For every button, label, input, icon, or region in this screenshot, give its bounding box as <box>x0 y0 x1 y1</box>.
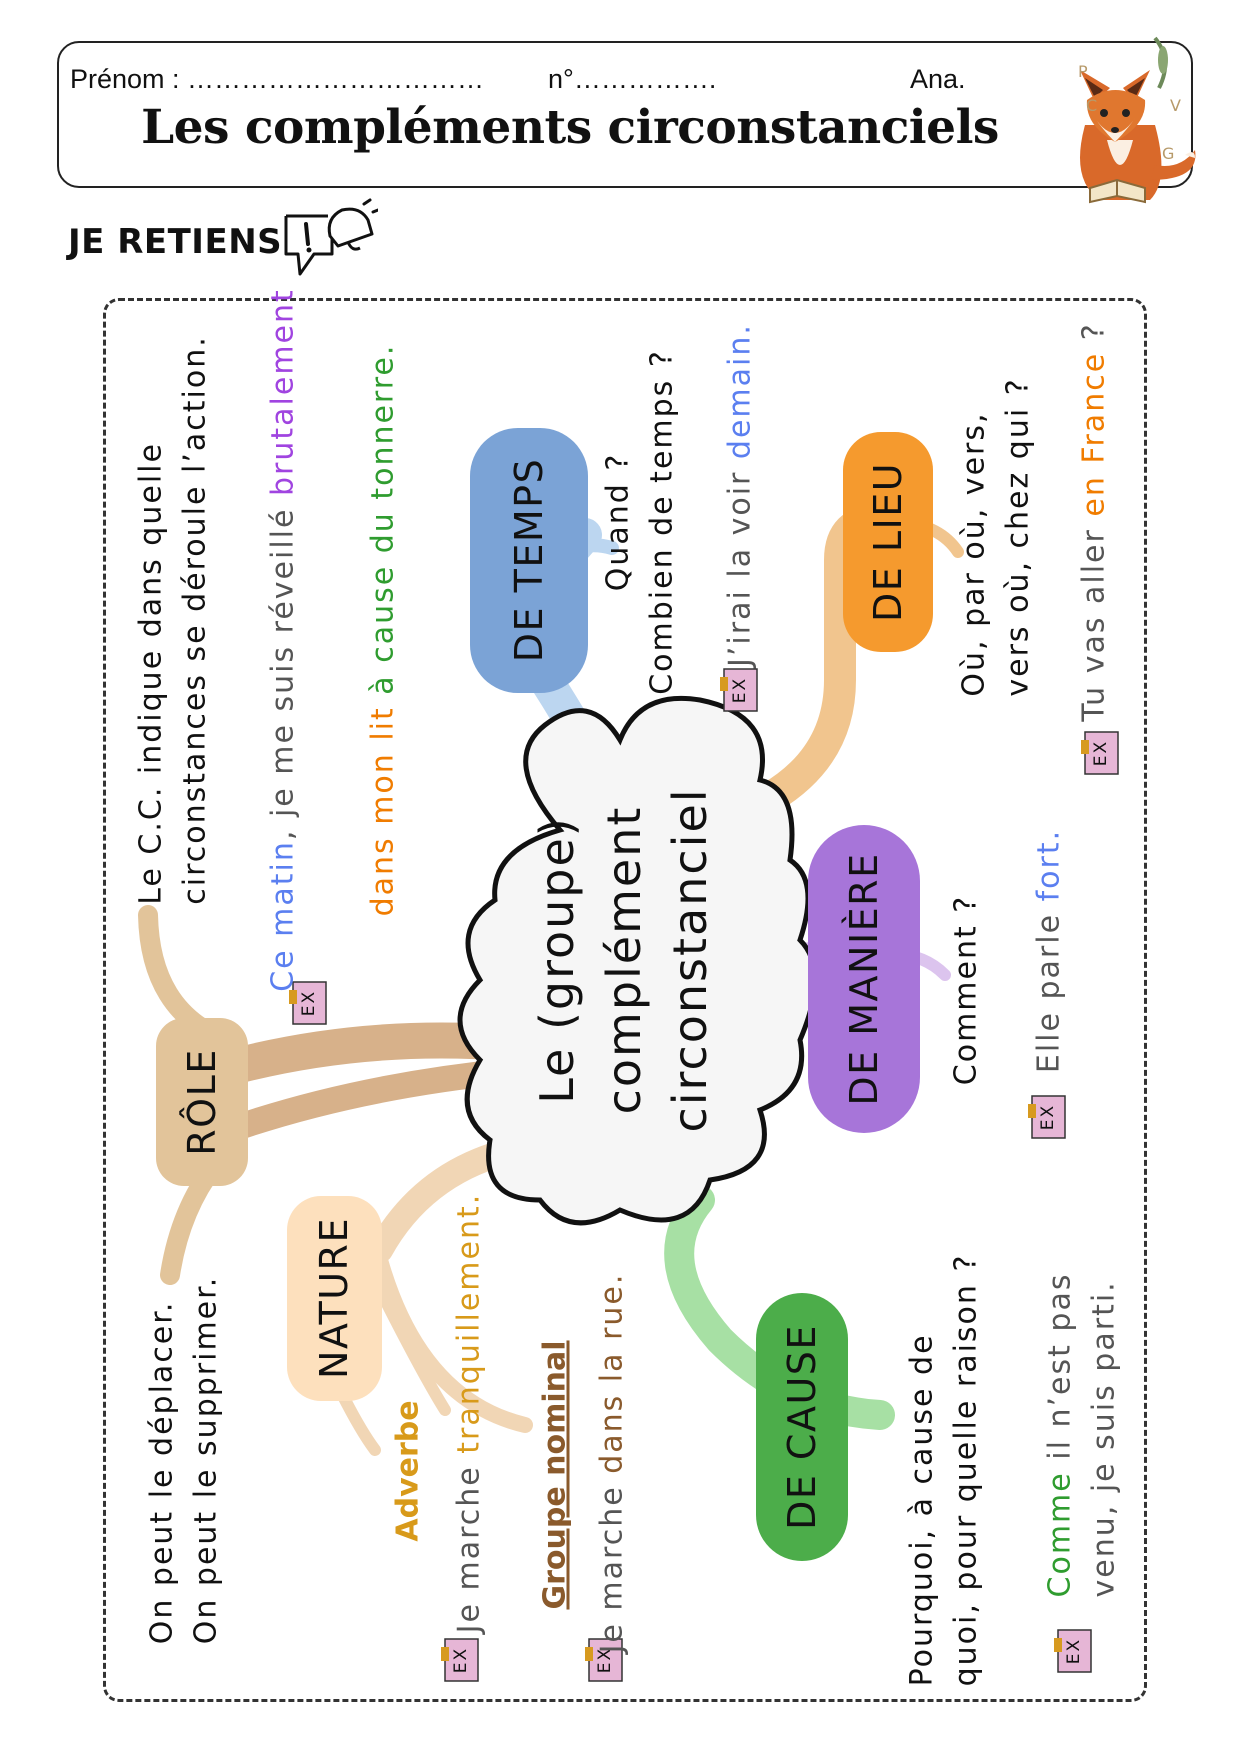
role-label: RÔLE <box>180 1048 224 1156</box>
role-definition <box>130 335 217 905</box>
cause-questions <box>901 1254 988 1687</box>
plain-text: . <box>1031 828 1067 841</box>
cc-lieu-highlight: dans mon lit <box>365 706 401 917</box>
maniere-question: Comment ? <box>948 894 984 1086</box>
section-title: JE RETIENS <box>68 222 283 262</box>
role-example-2 <box>361 344 405 917</box>
gn-example <box>590 1273 634 1654</box>
central-concept <box>524 787 724 1132</box>
role-def-line-2: circonstances se déroule l’action. <box>177 335 212 905</box>
plain-text: . <box>722 323 758 335</box>
cause-question-2: quoi, pour quelle raison ? <box>948 1253 983 1687</box>
lieu-question-2: vers où, chez qui ? <box>1000 377 1035 697</box>
central-line-1: Le (groupe) <box>529 816 584 1104</box>
role-prop-line-1: On peut le déplacer. <box>144 1300 180 1645</box>
role-prop-line-2: On peut le supprimer. <box>188 1275 223 1645</box>
temps-question-2: Combien de temps ? <box>644 349 679 695</box>
fox-letter-c: C <box>1086 96 1098 115</box>
cc-lieu-highlight: en France <box>1076 351 1112 517</box>
ex-badge-label: EX <box>595 1646 615 1674</box>
lieu-question-1: Où, par où, vers, <box>956 411 992 697</box>
central-line-3: circonstanciel <box>663 787 718 1133</box>
fox-letter-g: G <box>1162 144 1175 163</box>
adverbe-example <box>447 1193 491 1634</box>
plain-text: . <box>365 343 401 356</box>
ex-badge-label: EX <box>730 676 750 704</box>
ex-badge-label: EX <box>451 1646 471 1674</box>
prenom-field[interactable]: Prénom : …………………………… <box>70 64 485 94</box>
role-example-1 <box>261 288 305 992</box>
nature-label: NATURE <box>312 1217 356 1379</box>
plain-text: ? <box>1076 322 1112 352</box>
cause-example-line-2: venu, je suis parti. <box>1086 1280 1121 1598</box>
temps-label: DE TEMPS <box>507 457 551 663</box>
cause-question-1: Pourquoi, à cause de <box>904 1333 940 1687</box>
nature-adverbe: Adverbe <box>390 1400 426 1542</box>
plain-text: Elle parle <box>1031 901 1067 1074</box>
plain-text: . <box>451 1192 487 1205</box>
nature-groupe-nominal: Groupe nominal <box>537 1340 573 1610</box>
cc-maniere-highlight: brutalement <box>265 288 301 497</box>
numero-field[interactable]: n°……………. <box>548 64 717 94</box>
plain-text: . <box>594 1272 630 1285</box>
gn-highlight: dans la rue <box>594 1284 630 1474</box>
cc-temps-highlight: Ce matin <box>265 840 301 992</box>
cc-cause-highlight: Comme <box>1042 1471 1078 1598</box>
temps-questions <box>597 349 684 695</box>
lieu-questions <box>953 377 1040 696</box>
ana-label: Ana. <box>910 64 966 94</box>
plain-text: il n’est pas <box>1042 1272 1078 1472</box>
fox-letter-v: V <box>1170 96 1181 115</box>
adverbe-highlight: tranquillement <box>451 1204 487 1454</box>
ex-badge-label: EX <box>299 989 319 1017</box>
cc-cause-highlight: à cause du tonnerre <box>365 355 401 707</box>
cause-example <box>1039 1273 1126 1598</box>
ex-badge-label: EX <box>1038 1103 1058 1131</box>
central-line-2: complément <box>596 805 651 1115</box>
page-title: Les compléments circonstanciels <box>141 100 999 155</box>
ex-badge-label: EX <box>1091 739 1111 767</box>
plain-text: , je me suis réveillé <box>265 496 301 841</box>
ex-badge-label: EX <box>1064 1637 1084 1665</box>
plain-text: J’irai la voir <box>722 459 758 667</box>
lieu-example <box>1072 322 1116 721</box>
maniere-label: DE MANIÈRE <box>842 852 886 1106</box>
temps-question-1: Quand ? <box>600 452 636 592</box>
role-def-line-1: Le C.C. indique dans quelle <box>133 442 169 905</box>
plain-text: Tu vas aller <box>1076 516 1112 722</box>
cc-maniere-highlight: fort <box>1031 840 1067 902</box>
cause-label: DE CAUSE <box>780 1324 824 1530</box>
plain-text: Je marche <box>451 1453 487 1634</box>
lieu-label: DE LIEU <box>866 461 910 623</box>
maniere-example <box>1027 829 1071 1073</box>
temps-example <box>718 323 762 667</box>
cc-temps-highlight: demain <box>722 334 758 460</box>
plain-text: Je marche <box>594 1473 630 1654</box>
fox-letter-p: P <box>1078 62 1088 81</box>
role-properties <box>141 1276 228 1645</box>
